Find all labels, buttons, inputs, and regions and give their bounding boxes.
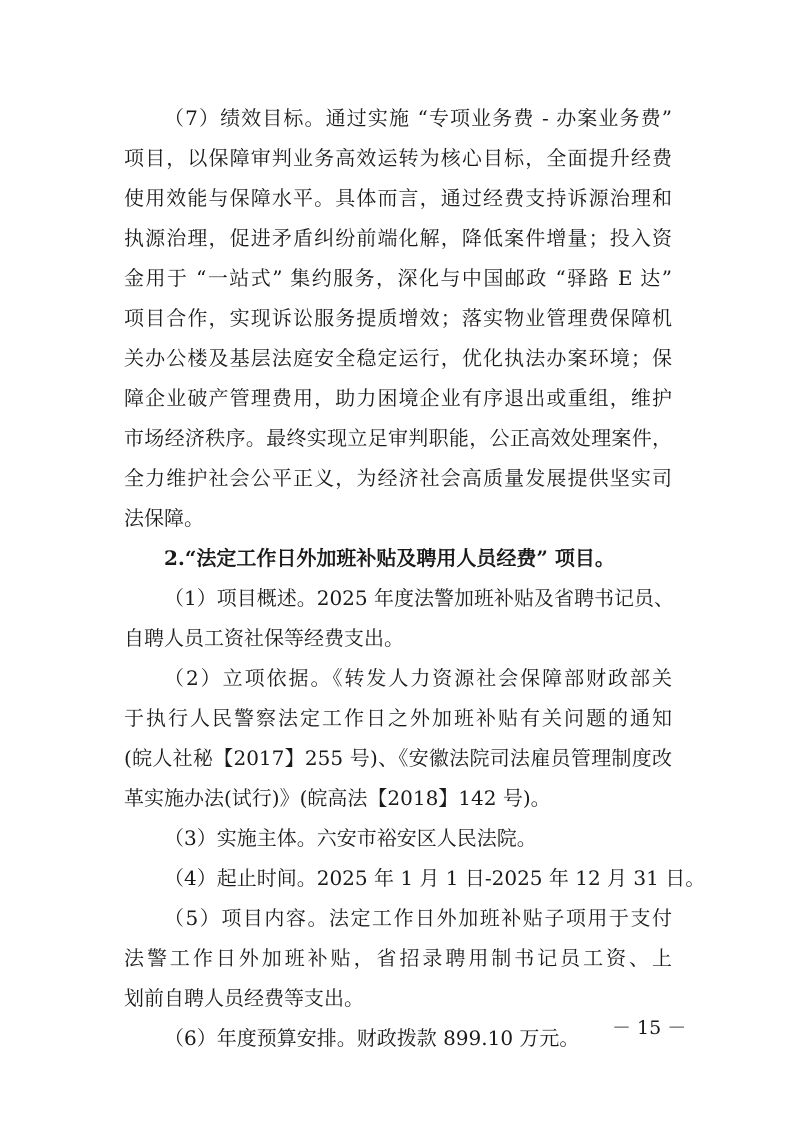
paragraph-line: 革实施办法(试行)》(皖高法【2018】142 号)。 <box>124 786 551 810</box>
paragraph-line: 法警工作日外加班补贴，省招录聘用制书记员工资、上 <box>124 946 672 970</box>
paragraph-line: （4）起止时间。2025 年 1 月 1 日-2025 年 12 月 31 日。 <box>164 866 706 890</box>
paragraph-line: （6）年度预算安排。财政拨款 899.10 万元。 <box>164 1026 580 1050</box>
paragraph-line: (皖人社秘【2017】255 号)、《安徽法院司法雇员管理制度改 <box>124 746 672 770</box>
paragraph-line: 障企业破产管理费用，助力困境企业有序退出或重组，维护 <box>124 386 672 410</box>
paragraph-line: 关办公楼及基层法庭安全稳定运行，优化执法办案环境；保 <box>124 346 672 370</box>
paragraph-line: （2）立项依据。《转发人力资源社会保障部财政部关 <box>164 666 672 690</box>
paragraph-line: 划前自聘人员经费等支出。 <box>124 986 364 1010</box>
section-heading: 2.“法定工作日外加班补贴及聘用人员经费” 项目。 <box>164 546 615 570</box>
paragraph-line: 金用于 “一站式” 集约服务，深化与中国邮政 “驿路 E 达” <box>124 266 672 290</box>
page-number: － 15 － <box>612 1017 687 1039</box>
paragraph-line: （3）实施主体。六安市裕安区人民法院。 <box>164 826 537 850</box>
paragraph-line: 项目，以保障审判业务高效运转为核心目标，全面提升经费 <box>124 146 672 170</box>
paragraph-line: 执源治理，促进矛盾纠纷前端化解，降低案件增量；投入资 <box>124 226 672 250</box>
paragraph-line: （1）项目概述。2025 年度法警加班补贴及省聘书记员、 <box>164 586 674 610</box>
paragraph-line: （7）绩效目标。通过实施 “专项业务费 - 办案业务费” <box>164 106 672 130</box>
paragraph-line: 市场经济秩序。最终实现立足审判职能，公正高效处理案件， <box>124 426 672 450</box>
paragraph-line: 法保障。 <box>124 506 204 530</box>
paragraph-line: （5）项目内容。法定工作日外加班补贴子项用于支付 <box>164 906 672 930</box>
paragraph-line: 于执行人民警察法定工作日之外加班补贴有关问题的通知 <box>124 706 672 730</box>
paragraph-line: 使用效能与保障水平。具体而言，通过经费支持诉源治理和 <box>124 186 672 210</box>
paragraph-line: 项目合作，实现诉讼服务提质增效；落实物业管理费保障机 <box>124 306 672 330</box>
paragraph-line: 自聘人员工资社保等经费支出。 <box>124 626 404 650</box>
paragraph-line: 全力维护社会公平正义，为经济社会高质量发展提供坚实司 <box>124 466 672 490</box>
